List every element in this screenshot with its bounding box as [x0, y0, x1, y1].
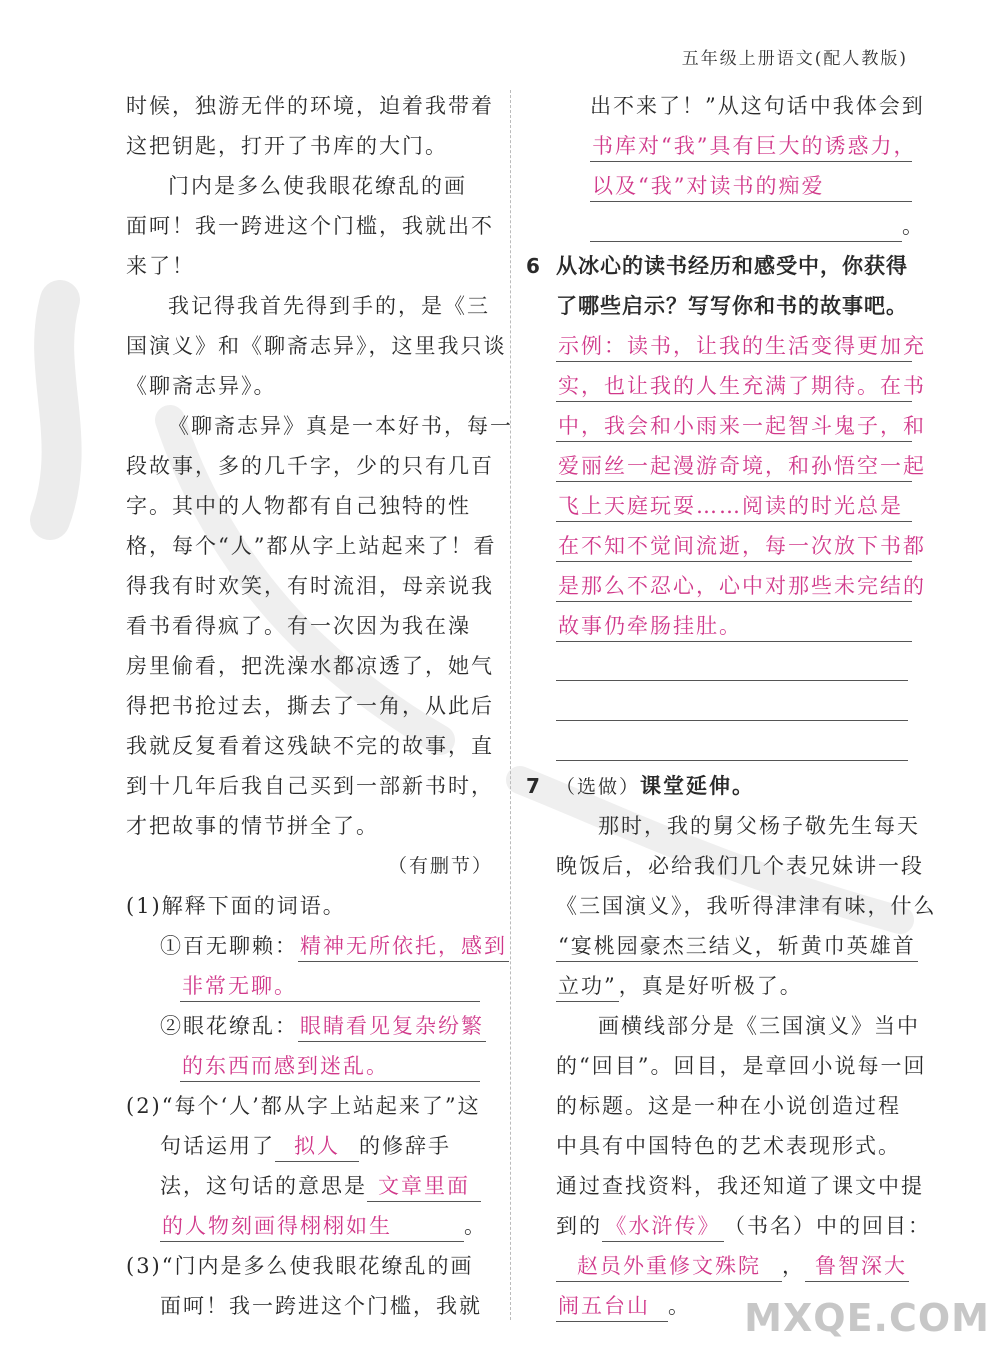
- abridged-note: （有删节）: [388, 855, 494, 877]
- passage-line: 看书看得疯了。有一次因为我在澡: [126, 614, 471, 638]
- question-3-answer-cont: 以及“我”对读书的痴爱: [590, 172, 912, 202]
- passage-line: 到十几年后我自己买到一部新书时，: [126, 774, 494, 798]
- answer-blank-line: [556, 760, 908, 761]
- question-1b: [160, 1012, 486, 1042]
- question-6-answer-line: 实，也让我的人生充满了期待。在书: [556, 372, 912, 402]
- question-2-answer-meaning: 文章里面: [367, 1172, 481, 1202]
- passage-line: 国演义》和《聊斋志异》，这里我只谈: [126, 334, 507, 358]
- column-divider: [510, 90, 511, 1320]
- passage-line: 我记得我首先得到手的，是《三: [168, 294, 490, 318]
- passage-line: 来了！: [126, 254, 195, 278]
- question-7-number: 7: [526, 774, 540, 798]
- question-2-line: 法，这句话的意思是 文章里面: [160, 1172, 481, 1202]
- passage-line: 这把钥匙，打开了书库的大门。: [126, 134, 448, 158]
- passage-line: 的标题。这是一种在小说创造过程: [556, 1094, 901, 1118]
- question-6-prompt: 了哪些启示？写写你和书的故事吧。: [556, 294, 908, 318]
- page-header: 五年级上册语文(配人教版): [681, 49, 908, 69]
- optional-tag: （选做）: [556, 776, 641, 798]
- question-3-answer-line: [590, 132, 917, 162]
- chapter-answer-line: 赵员外重修文殊院 ， 鲁智深大: [556, 1252, 909, 1282]
- passage-line: 我就反复看着这残缺不完的故事，直: [126, 734, 494, 758]
- question-6-answer-line: 中，我会和小雨来一起智斗鬼子，和: [556, 412, 912, 442]
- chapter-answer-line: 闹五台山 。: [556, 1292, 691, 1322]
- question-6-number: 6: [526, 254, 540, 278]
- question-1b-answer: 眼睛看见复杂纷繁: [298, 1012, 486, 1042]
- underlined-chapter-title-cont: 立功”: [556, 972, 619, 1002]
- passage-line: 中具有中国特色的艺术表现形式。: [556, 1134, 901, 1158]
- question-1b-cont: [180, 1052, 480, 1082]
- answer-blank-line: [556, 720, 908, 721]
- question-3-answer: 书库对“我”具有巨大的诱惑力，: [590, 132, 912, 162]
- passage-line: 段故事，多的几千字，少的只有几百: [126, 454, 494, 478]
- question-3-cont: 出不来了！”从这句话中我体会到: [590, 94, 925, 118]
- question-6-answer-line: 是那么不忍心，心中对那些未完结的: [556, 572, 912, 602]
- underlined-chapter-title: “宴桃园豪杰三结义，斩黄巾英雄首: [556, 932, 918, 962]
- passage-line: 时候，独游无伴的环境，迫着我带着: [126, 94, 494, 118]
- passage-line: 那时，我的舅父杨子敬先生每天: [598, 814, 920, 838]
- passage-line: 的“回目”。回目，是章回小说每一回: [556, 1054, 927, 1078]
- question-6-answer-line: 在不知不觉间流逝，每一次放下书都: [556, 532, 912, 562]
- passage-line: 到的 《水浒传》 （书名）中的回目：: [556, 1212, 931, 1242]
- question-6-answer-line: 故事仍牵肠挂肚。: [556, 612, 912, 642]
- question-3-answer-line: [590, 172, 912, 202]
- question-1a: [160, 932, 509, 962]
- site-watermark: MXQE.COM: [744, 1296, 990, 1340]
- question-1a-answer-cont: 非常无聊。: [180, 972, 480, 1002]
- question-2-line: (2)“每个‘人’都从字上站起来了”这: [126, 1094, 481, 1118]
- chapter-answer-1: 赵员外重修文殊院: [556, 1252, 782, 1282]
- passage-line: 门内是多么使我眼花缭乱的画: [168, 174, 467, 198]
- passage-line: 《聊斋志异》真是一本好书，每一: [168, 414, 513, 438]
- passage-line: 《聊斋志异》。: [126, 374, 277, 398]
- question-1-title: (1)解释下面的词语。: [126, 894, 346, 918]
- question-3-line: (3)“门内是多么使我眼花缭乱的画: [126, 1254, 474, 1278]
- question-2-answer-rhetoric: 拟人: [275, 1132, 359, 1162]
- question-6-answer-line: 爱丽丝一起漫游奇境，和孙悟空一起: [556, 452, 912, 482]
- passage-line: 《三国演义》，我听得津津有味，什么: [556, 894, 937, 918]
- answer-blank-line: [556, 680, 908, 681]
- passage-line: 通过查找资料，我还知道了课文中提: [556, 1174, 924, 1198]
- question-2-line: 的人物刻画得栩栩如生 。: [160, 1212, 487, 1242]
- chapter-answer-2-cont: 闹五台山: [556, 1292, 668, 1322]
- passage-line: 晚饭后，必给我们几个表兄妹讲一段: [556, 854, 924, 878]
- question-6-prompt: 从冰心的读书经历和感受中，你获得: [556, 254, 908, 278]
- passage-line: 字。其中的人物都有自己独特的性: [126, 494, 471, 518]
- passage-line: 格，每个“人”都从字上站起来了！看: [126, 534, 497, 558]
- chapter-answer-2: 鲁智深大: [805, 1252, 909, 1282]
- passage-line: 得我有时欢笑，有时流泪，母亲说我: [126, 574, 494, 598]
- question-2-line: 句话运用了 拟人 的修辞手: [160, 1132, 451, 1162]
- question-7-title: （选做）课堂延伸。: [556, 774, 756, 798]
- question-3-line: 面呵！我一跨进这个门槛，我就: [160, 1294, 482, 1318]
- passage-line: 画横线部分是《三国演义》当中: [598, 1014, 920, 1038]
- passage-line: 得把书抢过去，撕去了一角，从此后: [126, 694, 494, 718]
- question-3-blank-line: 。: [590, 212, 925, 242]
- question-1a-label: ①百无聊赖：: [160, 934, 298, 958]
- question-2-answer-meaning-cont: 的人物刻画得栩栩如生: [160, 1212, 464, 1242]
- question-6-answer-line: 示例：读书，让我的生活变得更加充: [556, 332, 912, 362]
- passage-line: 才把故事的情节拼全了。: [126, 814, 379, 838]
- question-1b-label: ②眼花缭乱：: [160, 1014, 298, 1038]
- passage-line: 房里偷看，把洗澡水都凉透了，她气: [126, 654, 494, 678]
- question-1b-answer-cont: 的东西而感到迷乱。: [180, 1052, 480, 1082]
- passage-line: 面呵！我一跨进这个门槛，我就出不: [126, 214, 494, 238]
- passage-line: 立功”，真是好听极了。: [556, 972, 803, 1002]
- book-name-answer: 《水浒传》: [602, 1212, 724, 1242]
- question-6-answer-line: 飞上天庭玩耍……阅读的时光总是: [556, 492, 912, 522]
- question-1a-cont: [180, 972, 480, 1002]
- question-1a-answer: 精神无所依托，感到: [298, 932, 509, 962]
